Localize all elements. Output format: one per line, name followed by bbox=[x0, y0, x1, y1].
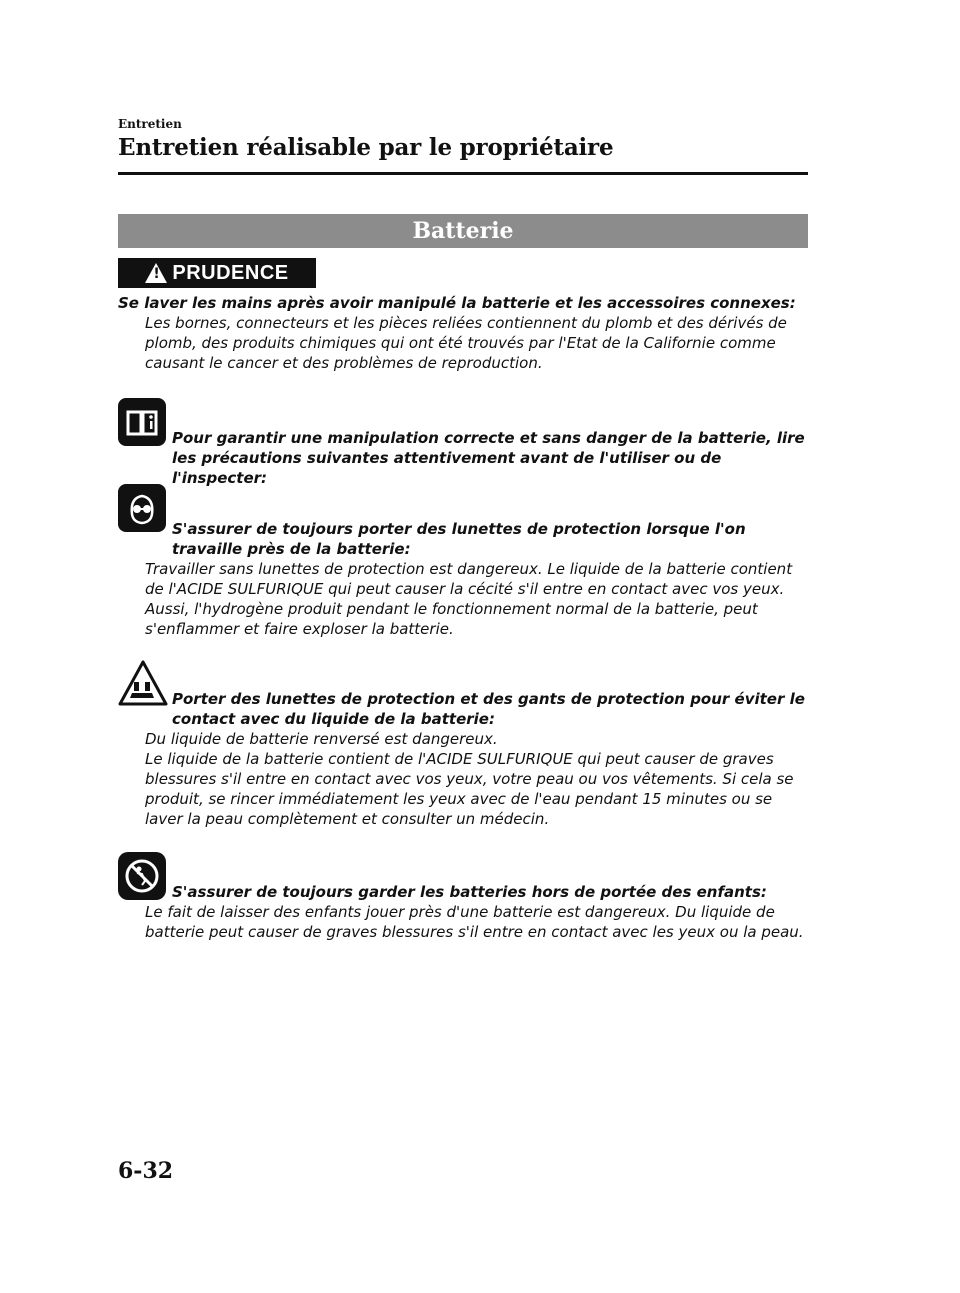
list-item bbox=[118, 519, 810, 639]
item-body bbox=[118, 559, 810, 639]
item-body bbox=[118, 902, 810, 942]
caution-heading: Se laver les mains après avoir manipulé la batterie et les accessoires connexes: bbox=[118, 294, 796, 312]
item-heading: Porter des lunettes de protection et des gants de protection pour éviter le contact avec du liquide de la batterie: bbox=[172, 690, 805, 728]
section-title: Batterie bbox=[118, 214, 808, 248]
item-body-text: Du liquide de batterie renversé est dangereux. bbox=[145, 730, 498, 748]
page-title: Entretien réalisable par le propriétaire bbox=[118, 134, 614, 161]
item-heading: S'assurer de toujours garder les batteries hors de portée des enfants: bbox=[172, 883, 767, 901]
list-item bbox=[118, 428, 810, 488]
caution-body bbox=[118, 313, 810, 373]
item-heading: S'assurer de toujours porter des lunettes de protection lorsque l'on travaille près de la batterie: bbox=[172, 520, 746, 558]
caution-badge bbox=[118, 258, 316, 288]
breadcrumb: Entretien bbox=[118, 117, 182, 131]
item-body-text: Le fait de laisser des enfants jouer près d'une batterie est dangereux. Du liquide de batterie peut causer de graves blessures s'il entre en contact avec les yeux ou la peau. bbox=[145, 903, 804, 941]
caution-block bbox=[118, 293, 810, 373]
item-heading: Pour garantir une manipulation correcte et sans danger de la batterie, lire les précautions suivantes attentivement avant de l'utiliser ou de l'inspecter: bbox=[172, 429, 805, 487]
header-rule bbox=[118, 172, 808, 175]
caution-body-text: Les bornes, connecteurs et les pièces reliées contiennent du plomb et des dérivés de plomb, des produits chimiques qui ont été trouvés par l'Etat de la Californie comme causant le cancer et des problèmes de reproduction. bbox=[145, 314, 787, 372]
list-item bbox=[118, 882, 810, 942]
warning-triangle-icon bbox=[145, 263, 167, 283]
item-body-text: Le liquide de la batterie contient de l'ACIDE SULFURIQUE qui peut causer de graves blessures s'il entre en contact avec vos yeux, votre peau ou vos vêtements. Si cela se produit, se rincer immédiatement les yeux avec de l'eau pendant 15 minutes ou se laver la peau complètement et consulter un médecin. bbox=[145, 750, 794, 828]
caution-label: PRUDENCE bbox=[172, 261, 289, 284]
list-item bbox=[118, 689, 810, 829]
page-number: 6-32 bbox=[118, 1158, 174, 1184]
item-body bbox=[118, 729, 810, 829]
item-body-text: Travailler sans lunettes de protection est dangereux. Le liquide de la batterie contient de l'ACIDE SULFURIQUE qui peut causer la cécité s'il entre en contact avec vos yeux. Aussi, l'hydrogène produit pendant le fonctionnement normal de la batterie, peut s'enflammer et faire exploser la batterie. bbox=[145, 560, 793, 638]
